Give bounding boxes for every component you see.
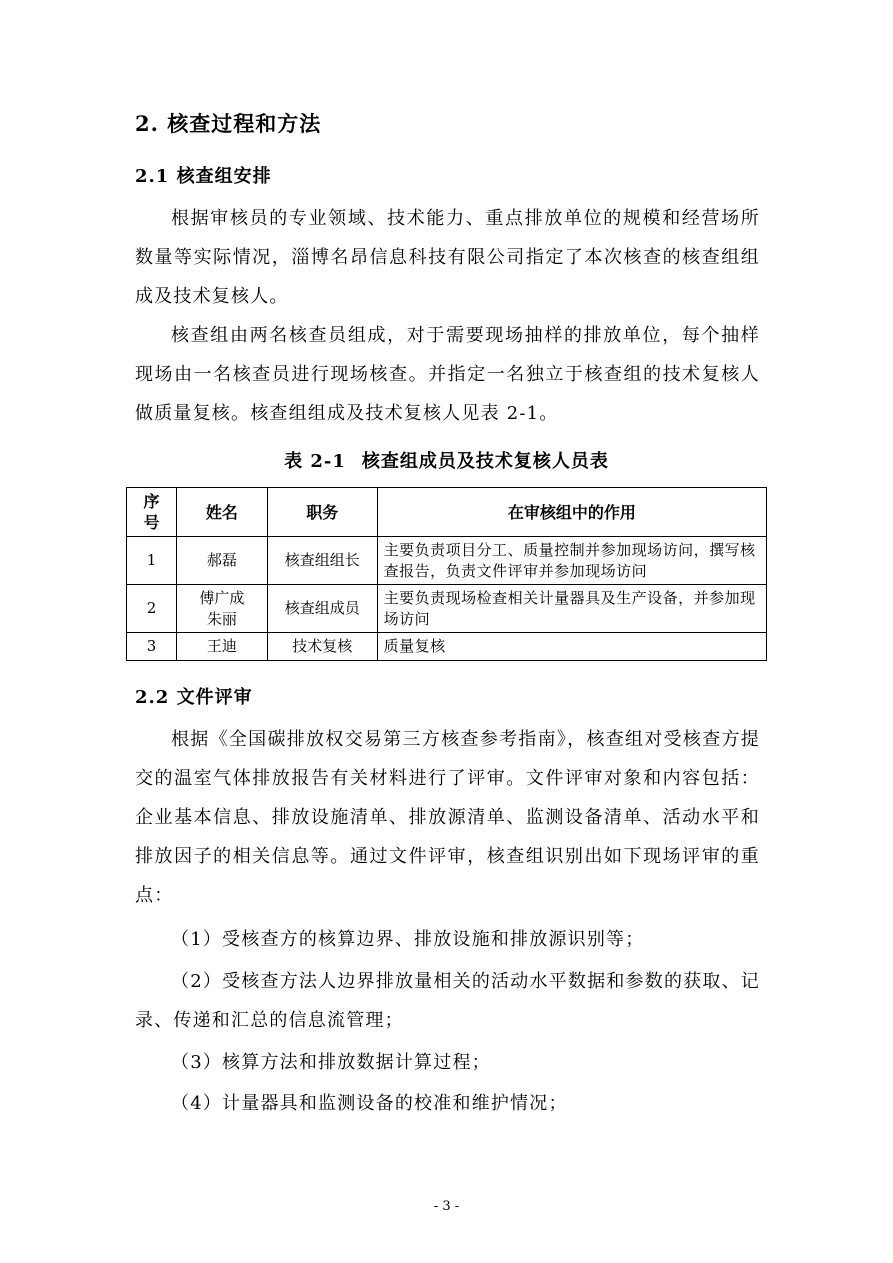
team-table	[126, 487, 767, 661]
list-item: （3）核算方法和排放数据计算过程；	[171, 1052, 491, 1073]
cell-role: 核查组组长	[267, 537, 377, 585]
subsection-2-1-heading: 2.1 核查组安排	[135, 166, 272, 187]
list-item: （2）受核查方法人边界排放量相关的活动水平数据和参数的获取、记录、传递和汇总的信息流管理；	[135, 971, 760, 1031]
section-title: 2. 核查过程和方法	[135, 111, 322, 136]
cell-name: 傅广成 朱丽	[176, 585, 267, 633]
table-header-row	[127, 488, 767, 537]
paragraph-document-review: 根据《全国碳排放权交易第三方核查参考指南》，核查组对受核查方提交的温室气体排放报告有关材料进行了评审。文件评审对象和内容包括：企业基本信息、排放设施清单、排放源清单、监测设备清单、活动水平和排放因子的相关信息等。通过文件评审，核查组识别出如下现场评审的重点：	[135, 729, 760, 906]
paragraph-team-basis: 根据审核员的专业领域、技术能力、重点排放单位的规模和经营场所数量等实际情况，淄博名昂信息科技有限公司指定了本次核查的核查组组成及技术复核人。	[135, 208, 760, 307]
cell-role: 核查组成员	[267, 585, 377, 633]
table-caption-number: 表 2-1	[284, 451, 346, 472]
header-function: 在审核组中的作用	[377, 488, 766, 537]
table-row	[127, 537, 767, 585]
header-name: 姓名	[176, 488, 267, 537]
cell-function: 主要负责现场检查相关计量器具及生产设备，并参加现场访问	[377, 585, 766, 633]
table-row	[127, 585, 767, 633]
cell-name: 王迪	[176, 633, 267, 661]
cell-function: 质量复核	[377, 633, 766, 661]
cell-no: 1	[127, 537, 177, 585]
cell-no: 3	[127, 633, 177, 661]
list-item: （4）计量器具和监测设备的校准和维护情况；	[171, 1093, 568, 1114]
page-number: - 3 -	[433, 1199, 460, 1214]
list-item: （1）受核查方的核算边界、排放设施和排放源识别等；	[171, 929, 645, 950]
cell-role: 技术复核	[267, 633, 377, 661]
header-no: 序号	[127, 488, 177, 537]
table-caption	[0, 447, 893, 473]
table-row	[127, 633, 767, 661]
table-caption-title: 核查组成员及技术复核人员表	[361, 451, 609, 472]
cell-function: 主要负责项目分工、质量控制并参加现场访问，撰写核查报告，负责文件评审并参加现场访问	[377, 537, 766, 585]
cell-no: 2	[127, 585, 177, 633]
header-role: 职务	[267, 488, 377, 537]
cell-name: 郝磊	[176, 537, 267, 585]
subsection-2-2-heading: 2.2 文件评审	[135, 687, 253, 708]
paragraph-team-composition: 核查组由两名核查员组成，对于需要现场抽样的排放单位，每个抽样现场由一名核查员进行现场核查。并指定一名独立于核查组的技术复核人做质量复核。核查组组成及技术复核人见表 2-1。	[135, 325, 760, 424]
